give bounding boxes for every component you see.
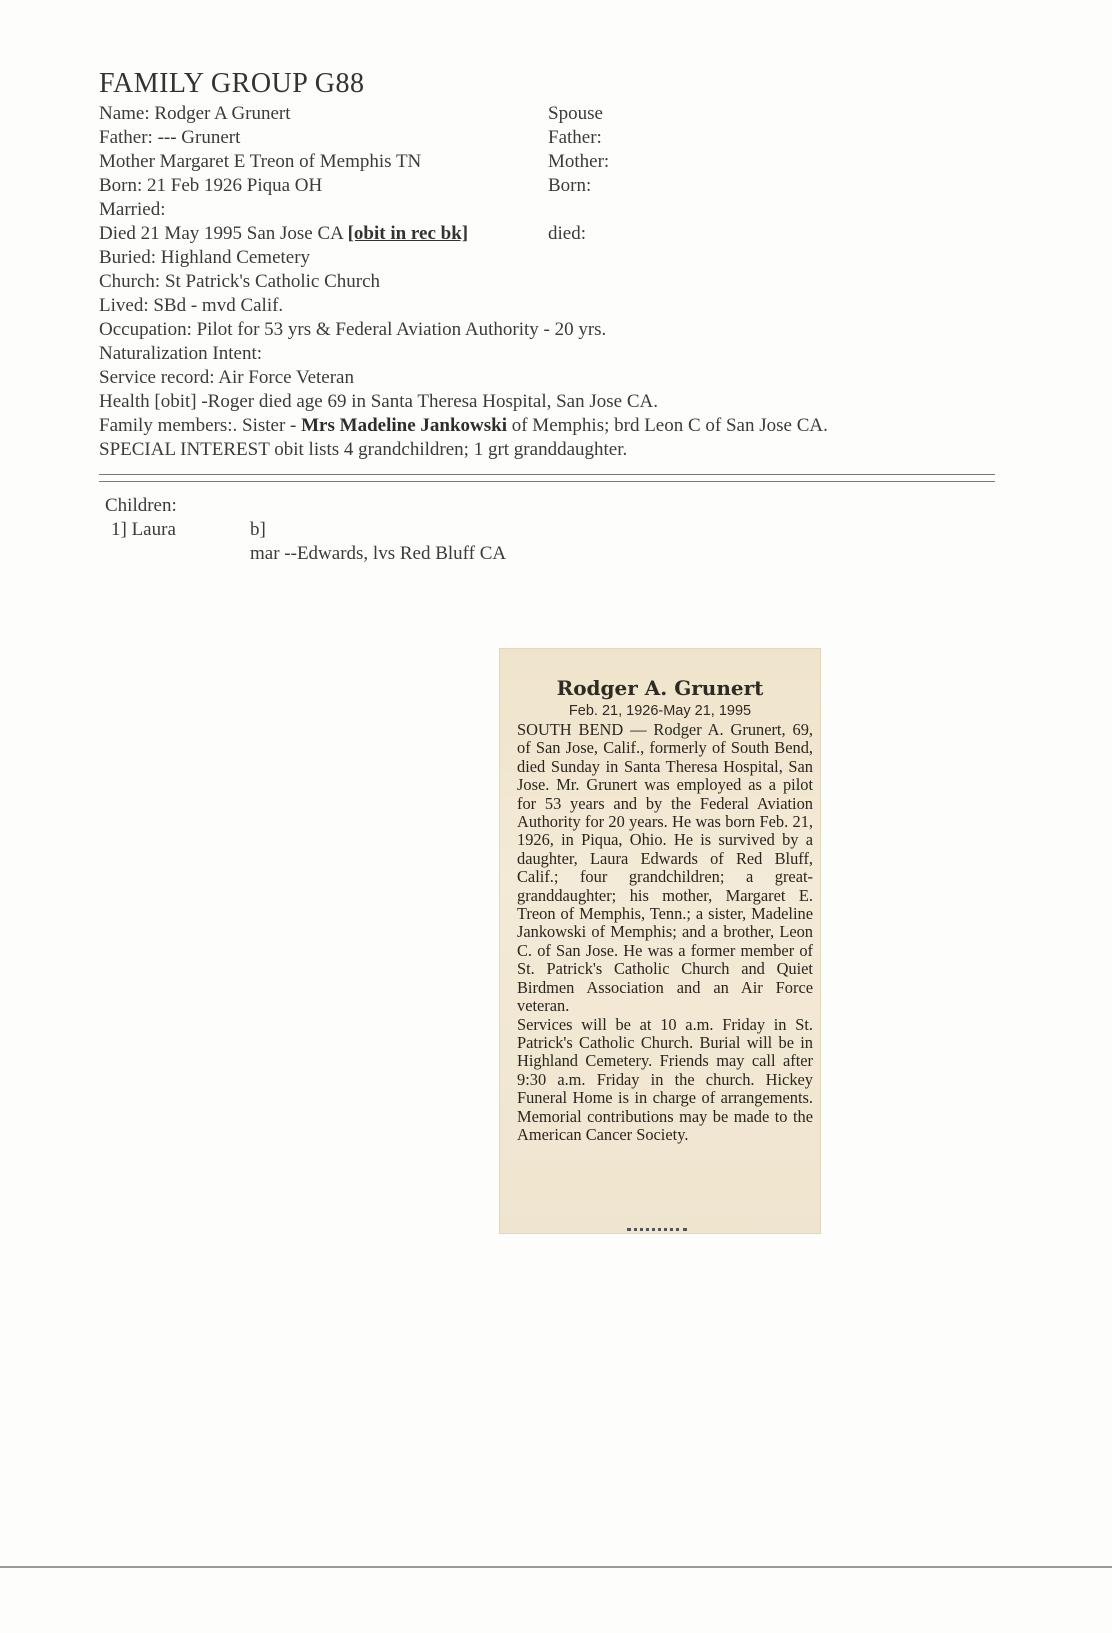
record-line-text: SPECIAL INTEREST obit lists 4 grandchildren; 1 grt granddaughter. [99,439,628,460]
obituary-clipping [499,648,821,1234]
record-line [99,103,291,125]
scan-edge-rule [0,1566,1112,1568]
child-name: 1] Laura [111,519,176,540]
record-line-text: Father: --- Grunert [99,127,241,148]
record-line-text: Service record: Air Force Veteran [99,367,354,388]
spouse-label: Spouse [548,103,603,124]
record-line-text: Buried: Highland Cemetery [99,247,311,268]
spouse-mother-label: Mother: [548,151,610,172]
record-line [99,391,658,413]
record-line-text: Health [obit] -Roger died age 69 in Santa Theresa Hospital, San Jose CA. [99,391,658,412]
record-line-text: Family members:. Sister - [99,415,302,436]
record-line [99,127,240,149]
record-line [99,439,627,461]
record-line-text: Born: 21 Feb 1926 Piqua OH [99,175,323,196]
record-line [99,367,354,389]
children-label: Children: [105,495,177,516]
record-line [99,295,283,317]
record-line-text-after: of Memphis; brd Leon C of San Jose CA. [506,415,828,436]
record-line-text: Lived: SBd - mvd Calif. [99,295,284,316]
obituary-body: SOUTH BEND — Rodger A. Grunert, 69, of San Jose, Calif., formerly of South Bend, died Sunday in Santa Theresa Hospital, San Jose. Mr. Grunert was employed as a pilot for 53 years and by the Federal Aviation Authority for 20 years. He was born Feb. 21, 1926, in Piqua, Ohio. He is survived by a daughter, Laura Edwards of Red Bluff, Calif.; four grandchildren; a great-granddaughter; his mother, Margaret E. Treon of Memphis, Tenn.; a sister, Madeline Jankowski of Memphis; and a brother, Leon C. of San Jose. He was a former member of St. Patrick's Catholic Church and Quiet Birdmen Association and an Air Force veteran. Services will be at 10 a.m. Friday in St. Patrick's Catholic Church. Burial will be in Highland Cemetery. Friends may call after 9:30 a.m. Friday in the church. Hickey Funeral Home is in charge of arrangements. Memorial contributions may be made to the American Cancer Society. [517,720,813,1144]
record-line-text: Church: St Patrick's Catholic Church [99,271,381,292]
record-line [99,271,380,293]
spouse-died-label: died: [548,223,586,244]
obituary-dates: Feb. 21, 1926-May 21, 1995 [568,703,752,719]
child-born: b] [250,519,266,540]
record-line-text: Occupation: Pilot for 53 yrs & Federal Aviation Authority - 20 yrs. [99,319,607,340]
record-line-text: Died 21 May 1995 San Jose CA [99,223,348,244]
record-line-text: Mother Margaret E Treon of Memphis TN [99,151,422,172]
child-marriage: mar --Edwards, lvs Red Bluff CA [250,543,507,564]
record-line [99,223,468,245]
record-line [99,247,310,269]
spouse-born-label: Born: [548,175,592,196]
record-line [99,199,165,221]
sister-name: Mrs Madeline Jankowski [301,415,507,436]
obituary-headline: Rodger A. Grunert [556,676,764,700]
record-line [99,151,421,173]
record-line [99,343,262,365]
record-line [99,415,828,437]
record-line-text: Married: [99,199,166,220]
clipping-torn-edge [627,1228,687,1237]
spouse-father-label: Father: [548,127,602,148]
page-title: FAMILY GROUP G88 [99,68,365,99]
section-divider [99,474,995,482]
obit-reference-link: [obit in rec bk] [347,223,469,244]
record-line-text: Naturalization Intent: [99,343,263,364]
record-line [99,319,606,341]
record-line-text: Name: Rodger A Grunert [99,103,291,124]
record-line [99,175,322,197]
